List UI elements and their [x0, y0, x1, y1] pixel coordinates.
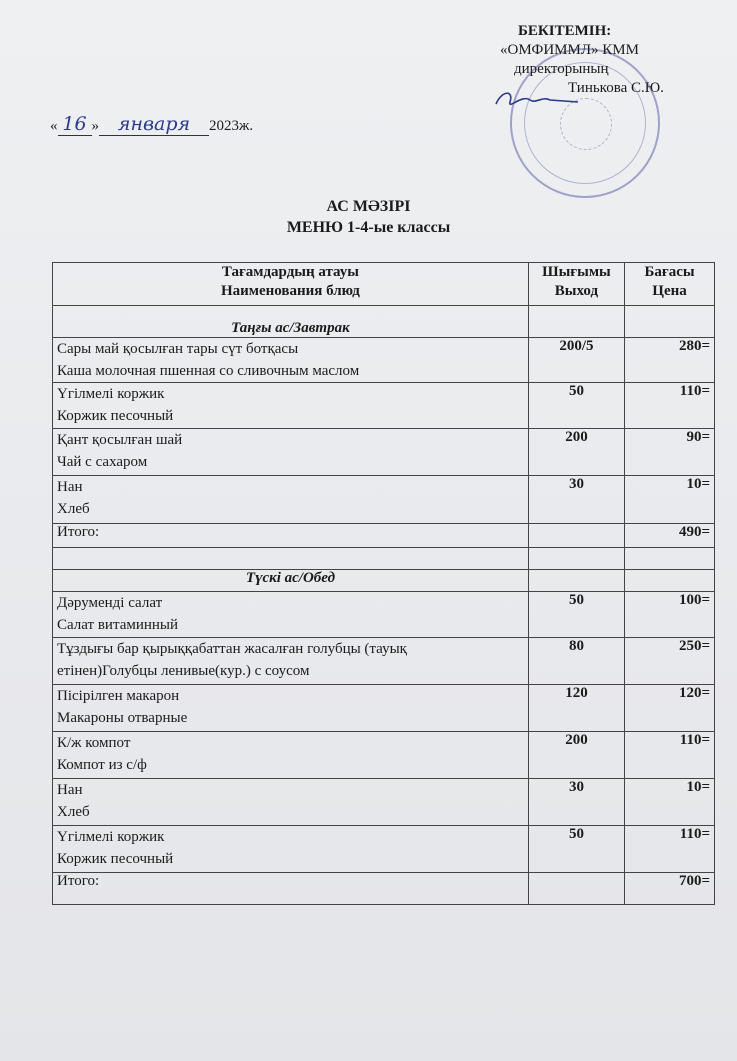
dish-yield: 50 [528, 383, 624, 429]
section-row-lunch [53, 570, 715, 592]
dish-kz: Нан [57, 782, 83, 798]
approval-position: директорының [514, 61, 609, 77]
table-header-row [53, 263, 715, 306]
date-open-quote: « [50, 118, 58, 134]
table-row [53, 338, 715, 383]
dish-ru: Компот из с/ф [57, 757, 147, 773]
dish-ru: Коржик песочный [57, 408, 174, 424]
table-row [53, 592, 715, 638]
menu-title-kz: АС МӘЗІРІ [326, 198, 411, 215]
total-value: 490= [625, 524, 715, 548]
dish-price: 280= [625, 338, 715, 383]
table-row [53, 685, 715, 732]
dish-kz: Үгілмелі коржик [57, 386, 165, 402]
dish-price: 250= [625, 638, 715, 685]
dish-price: 110= [625, 826, 715, 873]
empty-row [53, 548, 715, 570]
dish-ru: етінен)Голубцы ленивые(кур.) с соусом [57, 663, 310, 679]
table-row [53, 383, 715, 429]
dish-kz: Нан [57, 479, 83, 495]
date-day: 16 [58, 113, 92, 136]
table-row [53, 732, 715, 779]
dish-kz: Үгілмелі коржик [57, 829, 165, 845]
dish-yield: 120 [528, 685, 624, 732]
dish-price: 10= [625, 779, 715, 826]
table-row [53, 826, 715, 873]
section-row-breakfast [53, 306, 715, 338]
dish-ru: Хлеб [57, 501, 90, 517]
approval-block [500, 22, 720, 98]
table-row [53, 779, 715, 826]
header-yield: Шығымы Выход [528, 263, 624, 306]
dish-ru: Макароны отварные [57, 710, 188, 726]
dish-yield: 200 [528, 429, 624, 476]
dish-yield: 50 [528, 592, 624, 638]
dish-kz: К/ж компот [57, 735, 131, 751]
header-price: Бағасы Цена [625, 263, 715, 306]
date-month: января [99, 113, 209, 136]
dish-ru: Салат витаминный [57, 617, 179, 633]
date-year: 2023ж. [209, 118, 254, 134]
total-row-lunch [53, 873, 715, 905]
date-close-quote: » [91, 118, 99, 134]
table-row [53, 429, 715, 476]
table-row [53, 638, 715, 685]
dish-price: 10= [625, 476, 715, 524]
menu-table [52, 262, 715, 905]
dish-kz: Қант қосылған шай [57, 432, 183, 448]
approval-org: «ОМФИММЛ» КММ [500, 42, 639, 58]
dish-ru: Чай с сахаром [57, 454, 148, 470]
dish-ru: Коржик песочный [57, 851, 174, 867]
document-date [50, 113, 253, 136]
dish-price: 90= [625, 429, 715, 476]
section-lunch: Түскі ас/Обед [53, 570, 529, 592]
approval-name: Тинькова С.Ю. [568, 80, 664, 96]
total-row-breakfast [53, 524, 715, 548]
dish-yield: 30 [528, 779, 624, 826]
total-label: Итого: [53, 873, 529, 905]
dish-yield: 200/5 [528, 338, 624, 383]
dish-ru: Каша молочная пшенная со сливочным маслом [57, 363, 360, 379]
dish-yield: 50 [528, 826, 624, 873]
dish-price: 110= [625, 383, 715, 429]
dish-yield: 200 [528, 732, 624, 779]
total-value: 700= [625, 873, 715, 905]
menu-title-ru: МЕНЮ 1-4-ые классы [286, 219, 451, 236]
dish-price: 100= [625, 592, 715, 638]
dish-price: 120= [625, 685, 715, 732]
dish-ru: Хлеб [57, 804, 90, 820]
dish-kz: Дәруменді салат [57, 595, 163, 611]
dish-kz: Тұздығы бар қырыққабаттан жасалған голубцы (тауық [57, 641, 407, 657]
dish-yield: 30 [528, 476, 624, 524]
dish-kz: Пісірілген макарон [57, 688, 180, 704]
total-label: Итого: [53, 524, 529, 548]
dish-yield: 80 [528, 638, 624, 685]
header-name: Тағамдардың атауы Наименования блюд [53, 263, 529, 306]
section-breakfast: Таңғы ас/Завтрак [53, 306, 529, 338]
dish-kz: Сары май қосылған тары сүт ботқасы [57, 341, 299, 357]
dish-price: 110= [625, 732, 715, 779]
table-row [53, 476, 715, 524]
approval-title: БЕКІТЕМІН: [518, 23, 612, 39]
